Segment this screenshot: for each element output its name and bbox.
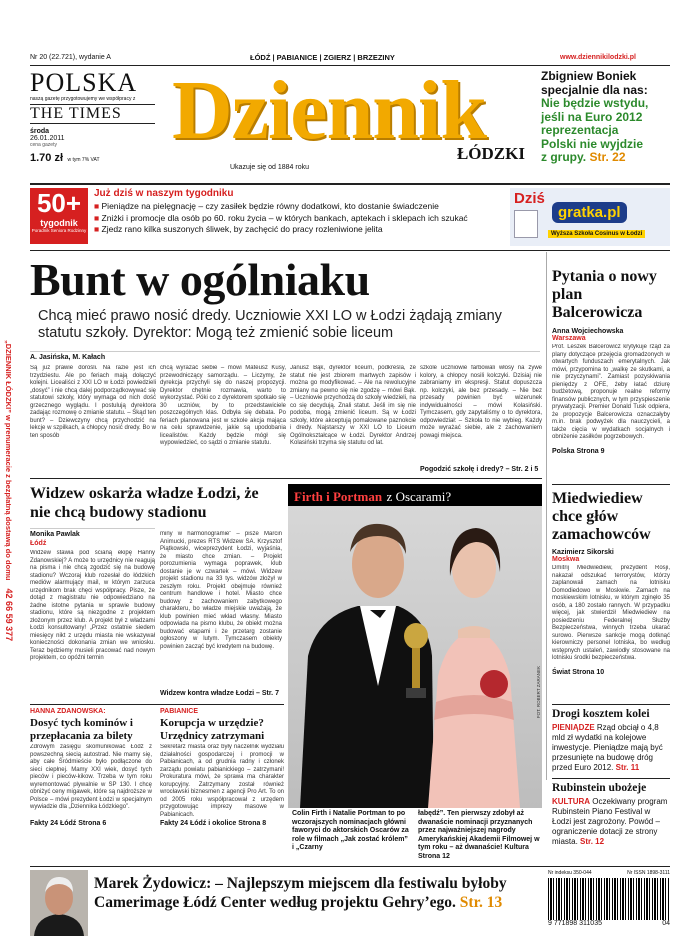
bottom-story-zdanowska	[30, 708, 152, 827]
brief-headline[interactable]: Rubinstein ubożeje	[552, 782, 647, 794]
edition-number: 04	[662, 920, 670, 927]
brief-headline[interactable]: Drogi kosztem kolei	[552, 708, 650, 720]
price: 1.70 zł	[30, 152, 64, 164]
lead-col-4: szkole uczniowie farbowali włosy na zywe kolory, a chłopcy nosili kolczyki. Dzisiaj nie zabraniamy im ekspresji. Statut dopuszcza np. kolczyki, ale bez przesady. – Nie bez przesady powinien być wizerunek indywidualności – mówi Kolasiński. Tymczasem, gdy zapytaliśmy o to dyrektora, odpowiedział: – Szkoła to nie wybieg. Każdy może wyrażać siebie, ale z zachowaniem powagi miejsca.	[420, 365, 542, 439]
widzew-story	[30, 484, 280, 522]
bottom-text: Sekretarz miasta oraz były naczelnik wydziału działalności gospodarczej i promocji w Pabianicach, a od grudnia radny i członek zarządu powiatu pabianickiego – zatrzymani! Prokuratura mówi, że sprawa ma charakter korupcyjny. Zatrzymany został również wrocławski biznesmen z agencji Pro Art. To on od 2005 roku współpracował z urzędem przygotowując imprezy masowe w Pabianicach.	[160, 744, 284, 818]
lead-headline[interactable]: Bunt w ogólniaku	[30, 254, 370, 305]
vat-note: w tym 7% VAT	[67, 157, 100, 163]
bottom-story-pabianice	[160, 708, 284, 827]
gratka-logo: gratka.pl	[552, 202, 627, 223]
subscription-phone: 42 66 59 377	[4, 588, 14, 642]
widzew-city: Łódź	[30, 540, 47, 547]
issue-date: 26.01.2011	[30, 135, 65, 142]
bottom-section: PABIANICE	[160, 708, 198, 715]
sidebar-city: Moskwa	[552, 556, 580, 563]
issue-number: Nr 20 (22.721), wydanie A	[30, 54, 111, 61]
brief-text: PIENIĄDZE Rząd obciął o 4,8 mld zł wydatki na kolejowe inwestycje. Pieniądze mają być przesunięte na budowę dróg przed Euro 2012. Str. 11	[552, 723, 663, 772]
sidebar-story-miedwiediew	[552, 490, 670, 676]
sidebar-headline[interactable]: Pytania o nowy plan Balcerowicza	[552, 268, 657, 321]
oscar-banner	[288, 484, 542, 506]
issn-number: Nr ISSN 1898-3111	[627, 870, 670, 876]
footer-page: Str. 13	[459, 894, 503, 911]
weekly-badge-num: 50+	[36, 188, 82, 218]
weekly-head: Już dziś w naszym tygodniku	[94, 188, 234, 199]
photo-credit: FOT. ROBERT ZARANEK	[536, 666, 541, 719]
barcode-digits: 9 771898 311035	[548, 920, 602, 927]
weekly-badge	[30, 188, 88, 244]
subscription-vertical	[2, 340, 16, 860]
sidebar-source: Polska Strona 9	[552, 448, 605, 455]
oscar-photo	[288, 506, 542, 808]
site-url[interactable]: www.dziennikilodzki.pl	[560, 54, 636, 61]
sidebar-author: Kazimierz Sikorski	[552, 549, 614, 556]
bottom-headline[interactable]: Dosyć tych kominów i przepłacania za bilety	[30, 717, 133, 742]
sidebar-story-balcerowicz	[552, 268, 670, 455]
widzew-jump[interactable]: Widzew kontra władze Łodzi – Str. 7	[160, 690, 279, 697]
partner-line: naszą gazetę przygotowujemy we współpracy z	[30, 96, 136, 102]
times-logo: THE TIMES	[30, 104, 155, 124]
bottom-headline[interactable]: Korupcja w urzędzie? Urzędnicy zatrzymani	[160, 717, 265, 742]
oscar-caption-left: Colin Firth i Natalie Portman to po wczorajszych nominacjach główni faworyci do aktorskich Oscarów za role w filmach „Jak zostać królem” i „Czarny	[292, 810, 409, 851]
today-box[interactable]	[510, 188, 670, 246]
school-name: Wyższa Szkoła Cosinus w Łodzi	[548, 230, 645, 238]
boniek-page: Str. 22	[589, 150, 626, 164]
sidebar-city: Warszawa	[552, 335, 586, 342]
polska-logo: POLSKA	[30, 68, 138, 97]
sidebar-headline[interactable]: Miedwiediew chce głów zamachowców	[552, 490, 651, 543]
lead-story	[30, 252, 540, 342]
price-label: cena gazety	[30, 142, 57, 148]
lead-byline: A. Jasińska, M. Kałach	[30, 354, 106, 361]
weekly-badge-sub: tygodnik	[40, 218, 78, 228]
boniek-l1: Zbigniew Boniek	[541, 69, 637, 83]
boniek-l7: z grupy.	[541, 150, 587, 164]
footer-quote[interactable]: Marek Żydowicz: – Najlepszym miejscem dla festiwalu byłoby Camerimage Łódź Center według projektu Gehry’ego. Str. 13	[94, 875, 507, 911]
oscar-head-b: z Oscarami?	[386, 489, 452, 504]
lead-col-3: Janusz Bąk, dyrektor liceum, podkreśla, że statut nie jest zbiorem martwych zapisów i można go modyfikować. – Ale na rewolucyjne zmiany na pewno się nie zgodzę – mówi Bąk. – Uczniowie przychodzą do szkoły wiedzieli, na co się decydują. Znali statut. Jeśli im się nie podoba, mogą zmienić liceum. Są w Łodzi szkoły, które akceptują pomalowane paznokcie i dredy. Najstarszy w XXI LO to Liceum Ogólnokształcące w Łodzi. Dyrektor Andrzej Kolasiński trzyma się statutu od lat.	[290, 365, 416, 446]
brief-rail	[552, 708, 670, 847]
oscar-head-a: Firth i Portman	[294, 489, 383, 504]
barcode	[548, 878, 670, 920]
boniek-l2: specjalnie dla nas:	[541, 82, 648, 97]
today-label: Dziś	[514, 190, 545, 207]
sidebar-source: Świat Strona 10	[552, 669, 605, 676]
oscar-photo-art	[288, 506, 542, 808]
widzew-col-2: miny w harmonogramie” – pisze Marcin Animucki, prezes RTS Widzew SA. Krzysztof Piątkowski, wiceprezydent Łodzi, wyjaśnia, że miasto chce zmian. – Projekt porozumienia wymaga poprawek, klub dostanie je w czwartek – mówi. Widzew projekt stadionu na 33 tys. widzów złożył w zeszłym roku. Projekt obejmuje również centrum handlowe i hotel. Miasto chce budowy z zachowaniem zabytkowego charakteru, bo władze miejskie uważają, że klub powinien mieć wkład własny. Miasto odpowiada na pismo klubu, że obiekt można budować etapami i że przetarg zostanie ogłoszony w lutym. Tymczasem obiekty powinien zacząć być kredytem na budowę.	[160, 531, 282, 650]
widzew-headline[interactable]: Widzew oskarża władze Łodzi, że nie chcą budowy stadionu	[30, 485, 259, 521]
boniek-teaser[interactable]	[541, 70, 671, 165]
issue-day: środa	[30, 128, 50, 135]
weekly-badge-small: Poradnik Seniora Rodzinny	[31, 228, 87, 233]
barcode-block	[548, 870, 670, 936]
weekly-item: ■ Pieniądze na pielęgnację – czy zasiłek będzie równy dodatkowi, kto dostanie świadczenie	[94, 201, 439, 211]
masthead-title: Dziennik	[172, 64, 487, 157]
zydowicz-portrait	[30, 870, 88, 936]
boniek-l3: Nie będzie wstydu,	[541, 96, 649, 110]
weekly-promo	[94, 188, 504, 236]
sidebar-text: Prof. Leszek Balcerowicz krytykuje rząd za plany dotyczące przejęcia gromadzonych w otwartych funduszach emerytalnych. Jak mówi, przypomina to „walkę ze skutkami, a nie przyczynami”. Zamiast pozyskiwania pieniędzy z OFE, żeby łatać dziurę budżetową, proponuje realne reformy finansów publicznych, w tym przyspieszenie prywatyzacji. Premier Donald Tusk odpiera, że propozycje Balcerowicza oznaczałyby m.in. brak podwyżek dla nauczycieli, a także cięcia w wydatkach socjalnych i obniżenie zasiłków pogrzebowych.	[552, 344, 670, 440]
zydowicz-photo	[30, 870, 88, 936]
widzew-col-1: Widzew stawia pod ścianą ekipę Hanny Zdanowskiej? A może to urzędnicy nie reagują na pisma i nie chcą zgodzić się na budowę stadionu? Wczoraj klub rozesłał do łódzkich mediów alarmujący mail, w którym zarzuca urzędnikom brak chęci współpracy. Pisze, że dotąd z magistratu nie odpowiedziano na żadne istotne pytania w sprawie budowy stadionu, które są niezgodne z projektem złożonym przez klub. A projekt był z władzami Łodzi konsultowany! „Przez ostatnie siedem miesięcy nikt z urzędu miasta nie wskazywał konieczności dokonania zmian we wniosku. Teraz będziemy musieli pracować nad nowym projektem, co opóźni termin	[30, 550, 155, 661]
bottom-source: Fakty 24 Łódź Strona 6	[30, 820, 107, 827]
oscar-source: Kultura Strona 12	[418, 844, 529, 860]
partner-block	[30, 70, 155, 166]
boniek-l6: Polski nie wyjdzie	[541, 136, 644, 151]
bottom-text: Zdrowym zasięgu skomunikować Łódź z powszechną siecią autostrad. Nie mamy się, aby całe Śródmieście było podłączone do sieci ciepłnej. Mamy XXI wiek, dosyć tych pieców i pieców-kikow. Trzeba w tym roku wyremontować plywalnie w SP 130. I chcę obniżyć ceny migawek, które są najdroższe w Polsce – mówi prezydent Łodzi w specjalnym wywiadzie dla „Dziennika Łódzkiego”.	[30, 744, 152, 810]
lead-col-1: Są już prawie dorośli. Na razie jest ich trzydziestu. Ale po feriach mają dołączyć kolejni. Licealiści z XXI LO w Łodzi powiedzieli „dosyć” i nie chcą dalej podporządkowywać się statutowi szkoły, który wymaga od nich dość grzecznego wyglądu. I postulują dyrektora zadając rozmowę o zmianie statutu. – Skąd ten bunt? – Dziewczyny chcą przychodzić na lekcje w szpilkach, a chłopcy nosić dredy. Bo w ten sposób	[30, 365, 156, 439]
boniek-l4: jeśli na Euro 2012	[541, 109, 643, 124]
bottom-source: Fakty 24 Łódź i okolice Strona 8	[160, 820, 267, 827]
weekly-item: ■ Zniżki i promocje dla osób po 60. roku życia – w których bankach, aptekach i sklepach ich szukać	[94, 212, 468, 223]
subscription-text: „DZIENNIK ŁÓDZKI” w prenumeracie z bezpłatną dostawą do domu	[4, 340, 13, 581]
lead-col-2: chcą wyrażać siebie – mówi Mateusz Kusy, przewodniczący samorządu. – Liczymy, że dyrekcja przychyli się do naszej propozycji. Dyrektor chętnie rozmawia, warto to wykorzystać. Póki co z dyrektorem spotkało się 30 uczniów, by to przedstawiciele poszczególnych klas. Odbyła się debata. Po feriach planowana jest w szkole akcja mająca na celu sprawdzenie, jakie są upodobania licealistów. Każdy będzie mógł się wypowiedzieć, co sądzi o zmianie statutu.	[160, 365, 286, 446]
widzew-author: Monika Pawlak	[30, 531, 80, 538]
weekly-item: ■ Zjedz rano kilka suszonych śliwek, by zachęcić do pracy rozleniwione jelita	[94, 224, 383, 234]
bottom-section: HANNA ZDANOWSKA:	[30, 708, 106, 715]
brief-text: KULTURA Oczekiwany program Rubinstein Piano Festival w Łodzi jest zagrożony. Powód – ograniczenie dotacji ze strony miasta. Str. 12	[552, 797, 668, 846]
sidebar-author: Anna Wojciechowska	[552, 328, 624, 335]
index-number: Nr indeksu 350-044	[548, 870, 592, 876]
lead-jump[interactable]: Pogodzić szkołę i dredy? – Str. 2 i 5	[420, 466, 539, 473]
lead-deck: Chcą mieć prawo nosić dredy. Uczniowie XXI LO w Łodzi żądają zmiany statutu szkoły. Dyrektor: Mogą też zmienić sobie liceum	[38, 308, 502, 341]
masthead	[172, 66, 537, 176]
masthead-subtitle: ŁÓDZKI	[456, 144, 525, 163]
boniek-l5: reprezentacja	[541, 123, 619, 137]
masthead-since: Ukazuje się od 1884 roku	[230, 164, 309, 171]
cities-bar: ŁÓDŹ | PABIANICE | ZGIERZ | BRZEZINY	[250, 53, 395, 62]
sidebar-text: Dmitrij Miedwiediew, prezydent Rosji, nakazał odszukać terrorystów, którzy zaplanowali zamach na lotnisku Domodiedowo w Moskwie. Zamach na moskiewskim lotnisku, w którym zginęło 35 osób, a 180 zostało rannych. W przypadku więcej, jak stwierdził Miedwiediew na posiedzeniu Federalnej Służby Bezpieczeństwa, winnych trzeba ukarać surowo. Pierwsze sankcje mogą dotknąć kierowniczy personel lotniska, bo według wstępnych ustaleń, zawiodły stosowane na lotnisku środki bezpieczeństwa.	[552, 565, 670, 661]
oscar-caption-right: łabędź”. Ten pierwszy zdobył aż dwanaście nominacji przyznanych przez najważniejszej nagrody Amerykańskiej Akademii Filmowej w tym roku – aż dwanaście! Kultura Strona 12	[418, 810, 540, 860]
